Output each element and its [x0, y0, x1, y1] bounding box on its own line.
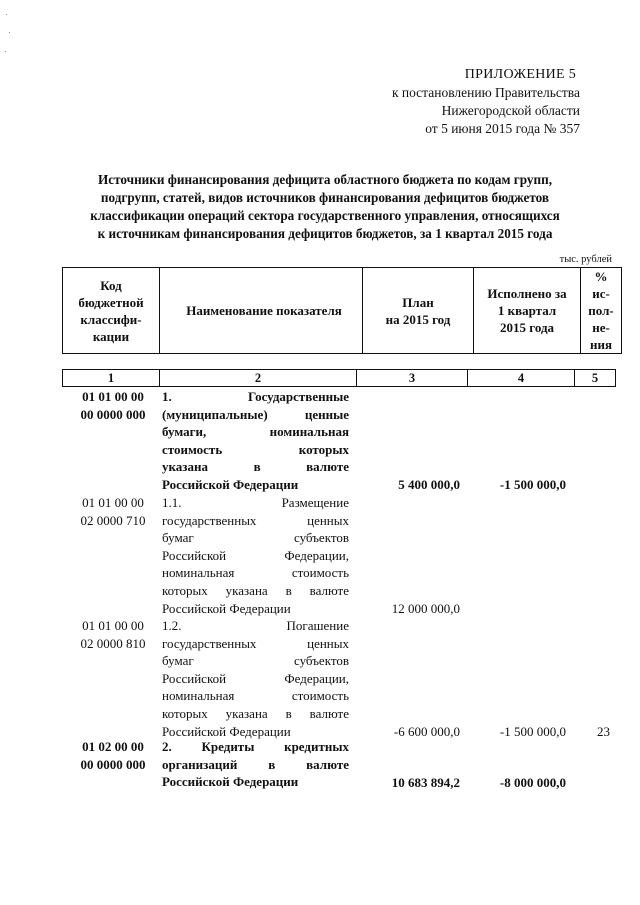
name-line: государственных ценных [162, 635, 349, 651]
appendix-block [320, 66, 580, 138]
name-line: Российской Федерации, [162, 547, 349, 563]
row-name [162, 738, 349, 791]
name-line: номинальная стоимость [162, 565, 349, 581]
name-line: указана в валюте [162, 459, 349, 475]
name-line: Российской Федерации [162, 723, 291, 739]
row-name [162, 494, 349, 617]
name-line: стоимость которых [162, 441, 349, 457]
table-header [62, 267, 622, 354]
header-pct-line: ис- [592, 286, 610, 301]
name-line: организаций в валюте [162, 756, 349, 772]
title-line-3: классификации операций сектора государственного управления, относящихся [90, 208, 560, 223]
code-line: 00 0000 000 [80, 406, 146, 422]
row-code [68, 738, 158, 773]
header-done-line: 1 квартал [497, 303, 557, 318]
column-number: 4 [468, 370, 575, 387]
row-code [68, 388, 158, 423]
code-line: 01 02 00 00 [82, 739, 144, 754]
appendix-line-1: к постановлению Правительства [391, 85, 580, 100]
header-done [474, 268, 581, 354]
code-line: 00 0000 000 [80, 756, 146, 772]
code-line: 02 0000 810 [80, 635, 146, 651]
name-line: которых указана в валюте [162, 582, 349, 598]
code-line: 02 0000 710 [80, 512, 146, 528]
name-line: 2. Кредиты кредитных [162, 739, 349, 754]
header-code-line: Код [100, 277, 122, 293]
header-done-line: Исполнено за [487, 286, 567, 301]
title-line-2: подгрупп, статей, видов источников финансирования дефицитов бюджетов [100, 190, 550, 205]
row-code [68, 494, 158, 529]
appendix-heading: ПРИЛОЖЕНИЕ 5 [464, 67, 576, 82]
appendix-line-2: Нижегородской области [441, 103, 580, 118]
header-code-line: бюджетной [78, 294, 144, 310]
name-line: бумаг субъектов [162, 530, 349, 546]
row-name [162, 388, 349, 494]
table-row [62, 738, 612, 798]
row-done: -1 500 000,0 [499, 477, 566, 492]
name-line: которых указана в валюте [162, 705, 349, 721]
name-line: бумаги, номинальная [162, 424, 349, 440]
row-done: -8 000 000,0 [499, 775, 566, 790]
name-line: Российской Федерации [162, 774, 299, 790]
table-body [62, 388, 612, 798]
row-code [68, 617, 158, 652]
name-line: государственных ценных [162, 512, 349, 528]
header-done-line: 2015 года [499, 320, 555, 335]
header-plan-line: План [402, 294, 434, 310]
row-name [162, 617, 349, 740]
scan-noise [4, 10, 12, 70]
column-number: 5 [575, 370, 616, 387]
name-line: (муниципальные) ценные [162, 406, 349, 422]
column-number: 1 [63, 370, 160, 387]
header-pct-line: не- [592, 320, 610, 335]
units-label: тыс. рублей [559, 254, 612, 265]
code-line: 01 01 00 00 [82, 389, 144, 404]
name-line: бумаг субъектов [162, 653, 349, 669]
table-row [62, 388, 612, 494]
name-line: номинальная стоимость [162, 688, 349, 704]
title-line-1: Источники финансирования дефицита областного бюджета по кодам групп, [97, 172, 553, 187]
name-line: Российской Федерации [162, 476, 299, 492]
title-line-4: к источникам финансирования дефицитов бюджетов, за 1 квартал 2015 года [97, 226, 553, 241]
header-name: Наименование показателя [160, 268, 363, 354]
row-done: -1 500 000,0 [499, 724, 566, 739]
name-line: 1. Государственные [162, 389, 349, 404]
row-pct: 23 [597, 724, 610, 739]
appendix-line-3: от 5 июня 2015 года № 357 [425, 121, 580, 136]
name-line: Российской Федерации [162, 600, 291, 616]
header-plan [363, 268, 474, 354]
code-line: 01 01 00 00 [82, 495, 144, 510]
name-line: 1.1. Размещение [162, 495, 349, 510]
header-pct-line: пол- [588, 303, 614, 318]
column-number-row [62, 369, 616, 387]
row-plan: 10 683 894,2 [391, 775, 460, 790]
row-plan: 12 000 000,0 [391, 601, 460, 616]
row-plan: 5 400 000,0 [398, 477, 460, 492]
header-code-line: классифи- [80, 311, 142, 327]
code-line: 01 01 00 00 [82, 618, 144, 633]
table-row [62, 494, 612, 617]
column-number: 2 [160, 370, 357, 387]
header-code-line: кации [92, 328, 130, 344]
name-line: Российской Федерации, [162, 670, 349, 686]
row-plan: -6 600 000,0 [393, 724, 460, 739]
name-line: 1.2. Погашение [162, 618, 349, 633]
table-row [62, 617, 612, 738]
header-pct-line: % [594, 269, 608, 284]
document-title [60, 171, 590, 243]
header-plan-line: на 2015 год [385, 311, 451, 327]
header-pct-line: ния [589, 337, 612, 352]
header-pct [581, 268, 622, 354]
column-number: 3 [357, 370, 468, 387]
header-code [63, 268, 160, 354]
